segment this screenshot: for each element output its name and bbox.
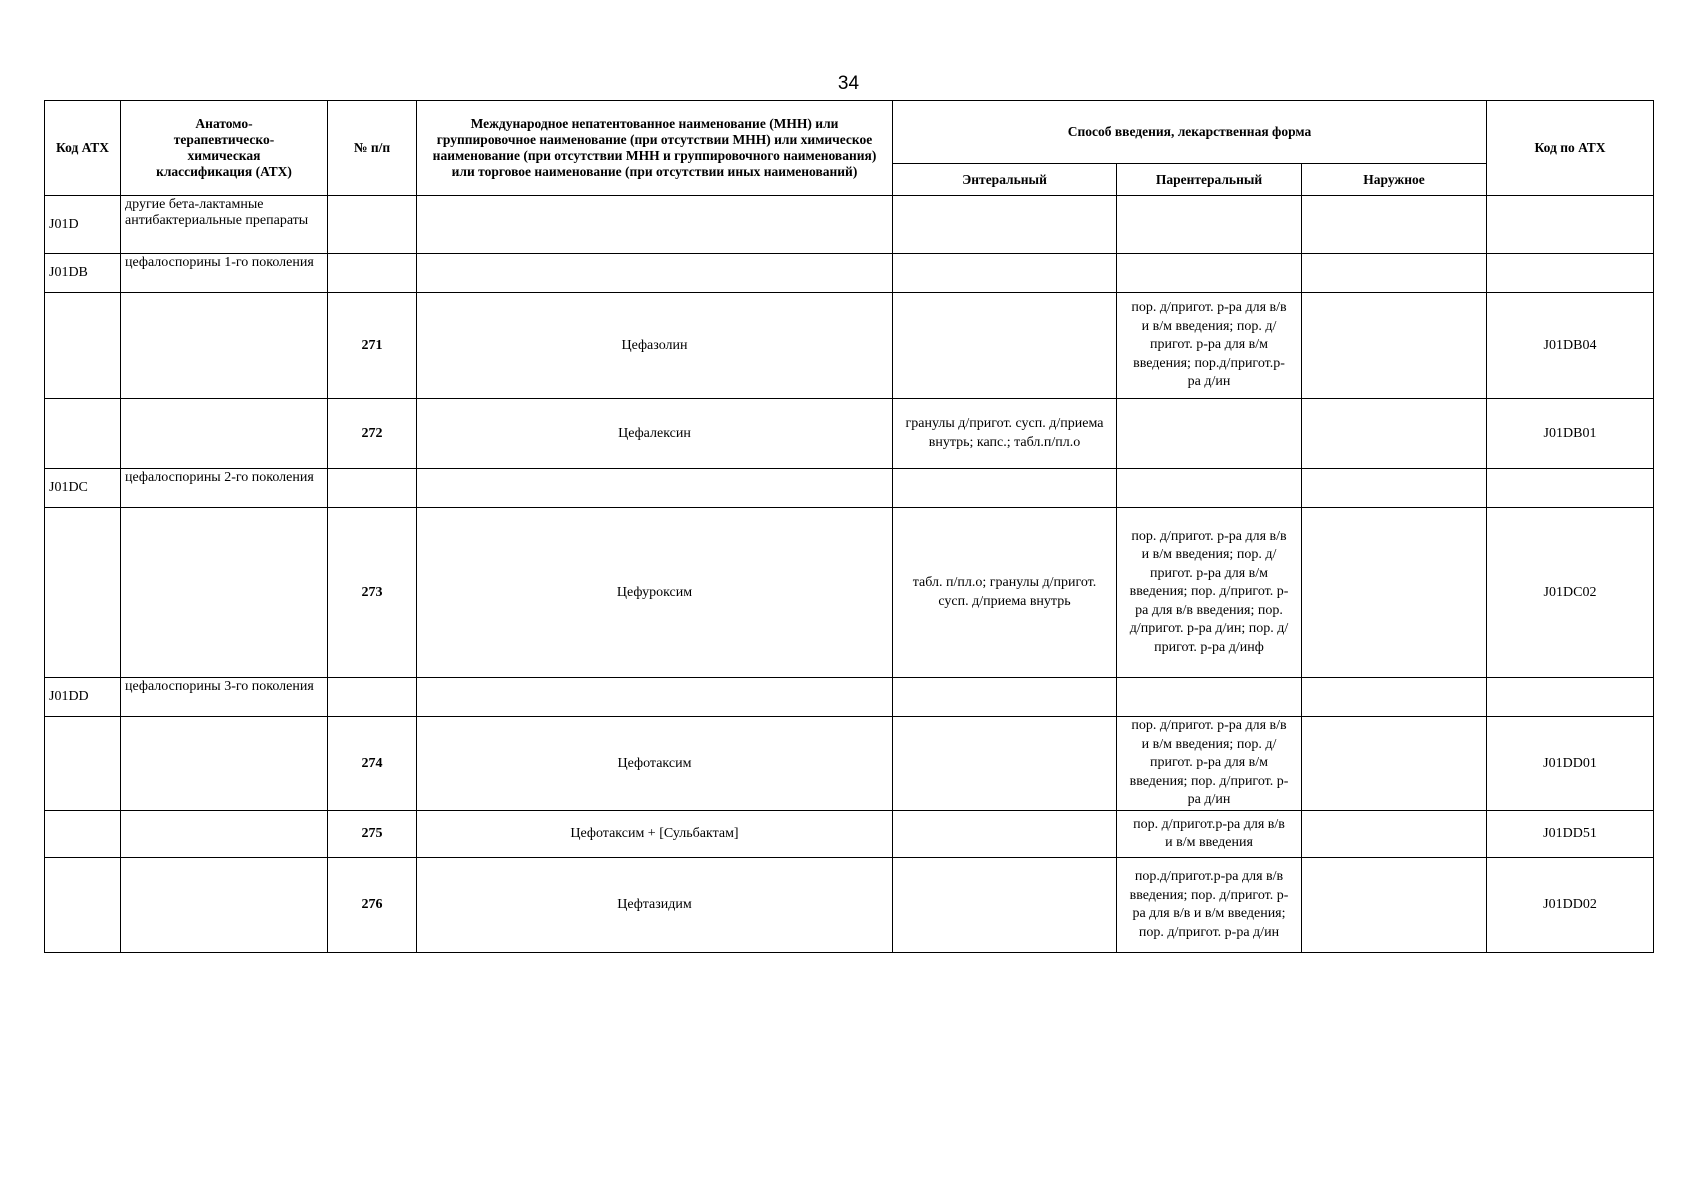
drug-name-cell: Цефотаксим + [Сульбактам] — [417, 811, 893, 858]
external-cell — [1302, 811, 1487, 858]
parenteral-cell: пор. д/пригот. р-ра для в/в и в/м введения; пор. д/пригот. р-ра для в/м введения; пор.д/пригот.р-ра д/ин — [1117, 293, 1302, 399]
atc-code-cell: J01DB — [45, 254, 121, 293]
classification-cell: цефалоспорины 2-го поколения — [121, 469, 328, 508]
header-parenteral: Парентеральный — [1117, 164, 1302, 196]
drug-name-cell: Цефалексин — [417, 399, 893, 469]
external-cell — [1302, 399, 1487, 469]
drug-name-cell: Цефуроксим — [417, 508, 893, 678]
row-number-cell: 274 — [328, 717, 417, 811]
header-route-group: Способ введения, лекарственная форма — [893, 101, 1487, 164]
enteral-cell — [893, 858, 1117, 953]
classification-cell: другие бета-лактамные антибактериальные препараты — [121, 196, 328, 254]
table-row — [45, 717, 1654, 811]
parenteral-cell: пор. д/пригот. р-ра для в/в и в/м введения; пор. д/пригот. р-ра для в/м введения; пор. д/пригот. р-ра д/ин — [1117, 717, 1302, 811]
parenteral-cell: пор.д/пригот.р-ра для в/в введения; пор. д/пригот. р-ра для в/в и в/м введения; пор. д/пригот. р-ра д/ин — [1117, 858, 1302, 953]
drug-name-cell: Цефотаксим — [417, 717, 893, 811]
table-row — [45, 254, 1654, 293]
row-number-cell: 271 — [328, 293, 417, 399]
header-classification: Анатомо-терапевтическо-химическая классификация (АТХ) — [121, 101, 328, 196]
atc-code-right-cell: J01DC02 — [1487, 508, 1654, 678]
table-row — [45, 399, 1654, 469]
row-number-cell: 276 — [328, 858, 417, 953]
table-row — [45, 858, 1654, 953]
table-row — [45, 196, 1654, 254]
enteral-cell: гранулы д/пригот. сусп. д/приема внутрь; капс.; табл.п/пл.о — [893, 399, 1117, 469]
header-code-atc: Код АТХ — [45, 101, 121, 196]
header-enteral: Энтеральный — [893, 164, 1117, 196]
atc-code-right-cell: J01DB04 — [1487, 293, 1654, 399]
header-name: Международное непатентованное наименование (МНН) или группировочное наименование (при отсутствии МНН) или химическое наименование (при отсутствии МНН и группировочного наименования) или торговое наименование (при отсутствии иных наименований) — [417, 101, 893, 196]
table-row — [45, 508, 1654, 678]
enteral-cell — [893, 717, 1117, 811]
header-code-atc-right: Код по АТХ — [1487, 101, 1654, 196]
table-row — [45, 469, 1654, 508]
header-number: № п/п — [328, 101, 417, 196]
enteral-cell — [893, 293, 1117, 399]
enteral-cell: табл. п/пл.о; гранулы д/пригот. сусп. д/приема внутрь — [893, 508, 1117, 678]
atc-code-cell: J01D — [45, 196, 121, 254]
parenteral-cell: пор. д/пригот. р-ра для в/в и в/м введения; пор. д/пригот. р-ра для в/м введения; пор. д/пригот. р-ра для в/в введения; пор. д/пригот. р-ра д/ин; пор. д/пригот. р-ра д/инф — [1117, 508, 1302, 678]
parenteral-cell — [1117, 399, 1302, 469]
atc-code-cell: J01DD — [45, 678, 121, 717]
external-cell — [1302, 293, 1487, 399]
drug-name-cell: Цефтазидим — [417, 858, 893, 953]
external-cell — [1302, 858, 1487, 953]
header-external: Наружное — [1302, 164, 1487, 196]
external-cell — [1302, 717, 1487, 811]
table-row — [45, 811, 1654, 858]
row-number-cell: 273 — [328, 508, 417, 678]
atc-code-right-cell: J01DD51 — [1487, 811, 1654, 858]
enteral-cell — [893, 811, 1117, 858]
row-number-cell: 275 — [328, 811, 417, 858]
atc-code-right-cell: J01DB01 — [1487, 399, 1654, 469]
table-row — [45, 293, 1654, 399]
atc-code-right-cell: J01DD01 — [1487, 717, 1654, 811]
row-number-cell: 272 — [328, 399, 417, 469]
table-header — [45, 101, 1654, 196]
classification-cell: цефалоспорины 1-го поколения — [121, 254, 328, 293]
external-cell — [1302, 508, 1487, 678]
drug-table — [44, 100, 1654, 953]
classification-cell: цефалоспорины 3-го поколения — [121, 678, 328, 717]
page-number: 34 — [837, 73, 860, 94]
parenteral-cell: пор. д/пригот.р-ра для в/в и в/м введения — [1117, 811, 1302, 858]
drug-name-cell: Цефазолин — [417, 293, 893, 399]
table-row — [45, 678, 1654, 717]
atc-code-cell: J01DC — [45, 469, 121, 508]
atc-code-right-cell: J01DD02 — [1487, 858, 1654, 953]
